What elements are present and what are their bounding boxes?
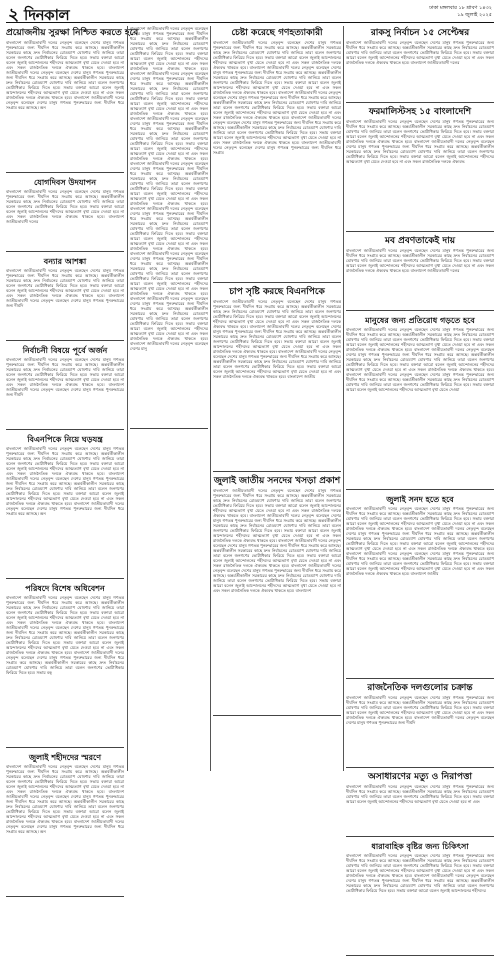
article-rule — [346, 836, 494, 837]
article-body: বাংলাদেশ জাতীয়তাবাদী দলের নেতৃবৃন্দ বলেছেন দেশের মানুষ গণতন্ত্র পুনরুদ্ধারের জন্য দীর্ঘদিন ধরে সংগ্রাম করে আসছে। অন্তর্বর্তীকালীন সরকারের কাছে দ্রুত নির্বাচনের রোডম্যাপ ঘোষণার দাবি জানিয়ে তারা বলেন জনগণের ভোটাধিকার ফিরিয়ে দিতে হবে। সভায় বক্তারা আরো বলেন জুলাই আন্দোলনের শহীদদের আত্মত্যাগ বৃথা যেতে দেওয়া হবে না এবং সকল রাজনৈতিক দলকে ঐক্যবদ্ধ থাকতে হবে। বাংলাদেশ জাতীয়তাবাদী দলের নেতৃবৃন্দ বলেছেন দেশের মানুষ গণতন্ত্র পুনরুদ্ধারের জন্য দীর্ঘদিন ধরে সংগ্রাম করে আসছে। অন্তর্বর্তীকালীন সরকারের কাছে দ্রুত নির্বাচনের রোডম্যাপ ঘোষণার দাবি জানিয়ে তারা বলেন জনগণের ভোটাধিকার ফিরিয়ে দিতে হবে। সভায় বক্তারা আরো বলেন জুলাই আন্দোলনের শহীদদের আত্মত্যাগ বৃথা যেতে দেওয়া হবে না এবং সকল রাজনৈতিক দলকে ঐক্যবদ্ধ থাকতে হবে। বাংলাদেশ জাতীয়তাবাদী দলের নেতৃবৃন্দ বলেছেন দেশের মানুষ গণতন্ত্র পুনরুদ্ধারের জন্য দীর্ঘদিন ধরে সংগ্রাম করে আসছে। অন্তর্বর্তীকালীন সরকারের কাছে দ্রুত নির্বাচনের রোডম্যাপ ঘোষণার দাবি জানিয়ে তারা বলেন জনগণের ভোটাধিকার ফিরিয়ে দিতে হবে। সভায় বক্তারা আরো বলেন জুলাই আন্দোলনের শহীদদের আত্মত্যাগ বৃথা যেতে দেওয়া হবে না এবং সকল রাজনৈতিক দলকে ঐক্যবদ্ধ থাকতে হবে। বাংলাদেশ জাতীয়তাবাদী দলের নেতৃবৃন্দ বলেছেন দেশের মানুষ গণতন্ত্র পুনরুদ্ধারের জন্য দীর্ঘদিন ধরে সংগ্রাম করে আসছে। অন্তর্বর্তীকালীন সরকারের কাছে দ্রুত নির্বাচনের রোডম্যাপ ঘোষণার দাবি জানিয়ে তারা বলেন জনগণের ভোটাধিকার ফিরিয়ে দিতে হবে। সভায় বক্তারা আরো বলেন জুলাই আন্দোলনের শহীদদের আত্মত্যাগ বৃথা যেতে দেওয়া হবে না এবং সকল রাজনৈতিক দলকে ঐক্যবদ্ধ থাকতে হবে। বাংলাদেশ — [213, 488, 341, 593]
article-body: বাংলাদেশ জাতীয়তাবাদী দলের নেতৃবৃন্দ বলেছেন দেশের মানুষ গণতন্ত্র পুনরুদ্ধারের জন্য দীর্ঘদিন ধরে সংগ্রাম করে আসছে। অন্তর্বর্তীকালীন সরকারের কাছে দ্রুত নির্বাচনের রোডম্যাপ ঘোষণার দাবি জানিয়ে তারা বলেন জনগণের ভোটাধিকার ফিরিয়ে দিতে হবে। সভায় বক্তারা আরো বলেন জুলাই আন্দোলনের শহীদদের আত্মত্যাগ বৃথা যেতে দেওয়া হবে না এবং সকল রাজনৈতিক দলকে ঐক্যবদ্ধ থাকতে হবে। বাংলাদেশ জাতীয়তাবাদী দলের নেতৃবৃন্দ বলেছেন দেশের মানুষ গণতন্ত্র পুনরুদ্ধারের জন্য দীর্ঘদিন ধরে সংগ্রাম করে আসছে। অন্তর্বর্তীকালীন সরকারের কাছে দ্রুত নির্বাচনের রোডম্যাপ ঘোষণার দাবি জানিয়ে তারা বলেন জনগণের ভোটাধিকার ফিরিয়ে দিতে হবে। সভায় বক্তারা আরো বলেন জুলাই আন্দোলনের শহীদদের আত্মত্যাগ বৃথা যেতে দেওয়া হবে না এবং সকল রাজনৈতিক দলকে ঐক্যবদ্ধ থাকতে হবে। বাংলাদেশ জাতীয়তাবাদী দলের নেতৃবৃন্দ বলেছেন দেশের মানুষ গণতন্ত্র পুনরুদ্ধারের জন্য দীর্ঘদিন ধরে সংগ্রাম করে আসছে। অন্তর্বর্তীকালীন সরকারের কাছে দ্রুত নির্বাচনের রোডম্যাপ ঘোষণার দাবি জানিয়ে তারা বলেন জনগণের ভোটাধিকার ফিরিয়ে দিতে হবে। সভায় বক্তারা আরো বলেন জুলাই আন্দোলনের শহীদদের আত্মত্যাগ বৃথা যেতে দেওয়া হবে না এবং সকল রাজনৈতিক দলকে ঐক্যবদ্ধ থাকতে হবে। বাংলাদেশ জাতীয — [213, 299, 341, 379]
column-4 — [346, 26, 494, 893]
article-headline: বিএনপিকে নিয়ে ঘড়যন্ত্র — [27, 435, 103, 444]
article-headline: অসাধারণের মত্যু ও নিরাপত্তা — [367, 772, 472, 782]
date-line-1: ঢাকা মঙ্গলবার ১৮ শ্রাবণ ১৪৩২ — [429, 5, 492, 11]
article-body: বাংলাদেশ জাতীয়তাবাদী দলের নেতৃবৃন্দ বলেছেন দেশের মানুষ গণতন্ত্র পুনরুদ্ধারের জন্য দীর্ঘদিন ধরে সংগ্রাম করে আসছে। অন্তর্বর্তীকালীন সরকারের কাছে দ্রুত নির্বাচনের রোডম্যাপ ঘোষণার দাবি জানিয়ে তারা বলেন জনগণের ভোটাধিকার ফিরিয়ে দিতে হবে। সভায় বক্তারা আরো বলেন জুলাই আন্দোলনের শহীদদের আত্মত্যাগ বৃথা যেতে দেওয়া হবে না এবং সকল রাজনৈতিক দলকে ঐক্যবদ্ধ থাকতে হবে। বাংলাদেশ জাতীয়তাবাদী দলের নেতৃবৃন্দ বলেছেন দেশের মানুষ গণতন্ত্র পুনরুদ্ধারের জন্য দীর্ঘদিন ধরে সংগ্রাম করে আসছে। অন্তর্বর্তীকালীন সরকারের কাছে দ্রুত নির্বাচনের রোডম্যাপ ঘোষণার দাবি জানিয়ে তারা বলেন জনগণের ভোটাধিকার ফিরিয়ে দিতে হবে। সভায় বক্তারা আরো বলেন জুলাই আন্দোলনের শহীদদের আত্মত্যাগ বৃথা যেতে দেওয়া হবে না এবং সকল রাজনৈতিক দলকে ঐক্যবদ্ধ থাকতে হবে। বাংলাদেশ জাতীয়তাবাদী দলের নেতৃবৃন্দ বলেছেন দেশের মানুষ গণতন্ত্র পুনরুদ্ধারের জন্য দীর্ঘদিন ধরে সংগ্রাম করে আসছে। অন্তর্বর্তীকালীন সরকারের কাছে দ্রুত নির্বাচনের রোডম্যাপ ঘোষণার দাবি জানিয়ে তারা বলেন জনগণের ভোটাধিকার ফিরিয়ে দিতে হবে। সভায় বক্তারা আরো বলেন জুলাই আন্দোলনের শহীদদের আত্মত্যাগ বৃথা যেতে দেওয়া — [346, 327, 494, 392]
article-headline: মানুষের জন্য প্রতিরোধ গড়তে হবে — [365, 316, 475, 325]
article-body: বাংলাদেশ জাতীয়তাবাদী দলের নেতৃবৃন্দ বলেছেন দেশের মানুষ গণতন্ত্র পুনরুদ্ধারের জন্য দীর্ঘদিন ধরে সংগ্রাম করে আসছে। অন্তর্বর্তীকালীন সরকারের কাছে দ্রুত নির্বাচনের রোডম্যাপ ঘোষণার দাবি জানিয়ে তারা বলেন জনগণের ভোটাধিকার ফিরিয়ে দিতে হবে। সভায় বক্তারা আরো বলেন জুলাই আন্দোলনের শহীদদের আত্মত্যাগ বৃথা যেতে দেওয়া হবে না এবং সকল রাজনৈতিক দলকে ঐক্যবদ্ধ থাকতে হবে। বাংলাদেশ জাতীয়তাবাদী দলের নেতৃবৃন্দ বলেছেন দেশের মানুষ গণতন্ত্র পুনরুদ্ধারের জন্য দীর্ঘদি — [6, 357, 124, 397]
article-body: বাংলাদেশ জাতীয়তাবাদী দলের নেতৃবৃন্দ বলেছেন দেশের মানুষ গণতন্ত্র পুনরুদ্ধারের জন্য দীর্ঘদিন ধরে সংগ্রাম করে আসছে। অন্তর্বর্তীকালীন সরকারের কাছে দ্রুত নির্বাচনের রোডম্যাপ ঘোষণার দাবি জানিয়ে তারা বলেন জনগণের ভোটাধিকার ফিরিয়ে দিতে হবে। সভায় বক্তারা আরো বলেন জুলাই আন্দোলনের শহীদদের আত্মত্যাগ বৃথা যেতে দেওয়া হবে না এবং সকল রাজনৈতিক দলকে ঐক্যবদ্ধ থাকতে হবে। বাংলাদেশ জাতীয়তাবাদী দলের — [346, 40, 494, 65]
article-rule — [6, 340, 124, 341]
newspaper-page — [6, 4, 494, 893]
article-headline: চাপ সৃষ্টি করছে বিএনপিকে — [229, 287, 325, 297]
article — [6, 583, 124, 748]
article-rule — [346, 489, 494, 490]
article — [346, 772, 494, 837]
article-headline: ধারাবাহিক বৃষ্টির জন্য চিকিৎসা — [371, 842, 469, 851]
article-body: বাংলাদেশ জাতীয়তাবাদী দলের নেতৃবৃন্দ বলেছেন দেশের মানুষ গণতন্ত্র পুনরুদ্ধারের জন্য দীর্ঘদিন ধরে সংগ্রাম করে আসছে। অন্তর্বর্তীকালীন সরকারের কাছে দ্রুত নির্বাচনের রোডম্যাপ ঘোষণার দাবি জানিয়ে তারা বলেন জনগণের ভোটাধিকার ফিরিয়ে দিতে হবে। সভায় বক্তারা আরো বলেন জুলাই আন্দোলনের শহীদদের আত্মত্যাগ বৃথা যেতে দেওয়া হবে না এবং সকল রাজনৈতিক দলকে ঐক্যবদ্ধ থাকতে হবে। বাংলাদেশ জাতীয়তাবাদী দলের — [346, 248, 494, 273]
article-body: বাংলাদেশ জাতীয়তাবাদী দলের নেতৃবৃন্দ বলেছেন দেশের মানুষ গণতন্ত্র পুনরুদ্ধারের জন্য দীর্ঘদিন ধরে সংগ্রাম করে আসছে। অন্তর্বর্তীকালীন সরকারের কাছে দ্রুত নির্বাচনের রোডম্যাপ ঘোষণার দাবি জানিয়ে তারা বলেন জনগণের ভোটাধিকার ফিরিয়ে দিতে হবে। সভায় বক্তারা আরো বলেন জুলাই আন্দোলনের শহীদদের আত্মত্যাগ বৃথা যেতে দেওয়া হবে না এবং সকল রাজনৈতিক দলকে ঐক্যবদ্ধ থাকতে হবে। বাংলাদেশ জাতীয়তাবাদী দলের নেতৃবৃন্দ বলেছেন দেশের মানুষ গণতন্ত্র পুনরুদ্ধারের জন্য দীর্ঘদিন ধরে সংগ্রাম করে আসছে। অন্তর্বর্তীকালীন সরকারের কাছে দ্রুত নির্বাচনের রোডম্যাপ ঘোষণার দাবি জানিয়ে তারা বলেন জনগণের ভোটাধিকার ফিরিয়ে দিতে হবে। সভায় বক্তারা আরো বলেন জুলাই আন্দোলনের শহীদদের — [346, 853, 494, 893]
article-body: বাংলাদেশ জাতীয়তাবাদী দলের নেতৃবৃন্দ বলেছেন দেশের মানুষ গণতন্ত্র পুনরুদ্ধারের জন্য দীর্ঘদিন ধরে সংগ্রাম করে আসছে। অন্তর্বর্তীকালীন সরকারের কাছে দ্রুত নির্বাচনের রোডম্যাপ ঘোষণার দাবি জানিয়ে তারা বলেন জনগণের ভোটাধিকার ফিরিয়ে দিতে হবে। সভায় বক্তারা আরো বলেন জুলাই আন্দোলনের শহীদদের আত্মত্যাগ বৃথা যেতে দেওয়া হবে না এবং সকল রাজনৈতিক দলকে ঐক্যবদ্ধ থাকতে হবে। বাংলাদেশ জাতীয়তাবাদী দলের নেতৃবৃন্দ বলেছেন দেশের মানুষ গণতন্ত্র পুনরুদ্ধারের জন্য দীর্ঘদিন ধরে সংগ্রাম করে আসছে। অন্তর্বর্তীকালীন সরকারের কাছে দ্রুত নির্বাচনের রোডম্যাপ ঘোষণার দাবি জানিয়ে তারা বলেন জনগণের ভোটাধিকার ফিরিয়ে দিতে হবে। সভায় বক্তারা আরো বলেন জুলাই আন্দোলনের শহীদদের আত্মত্যাগ বৃথা যেতে দেওয়া হবে না এবং সকল রাজনৈতিক দলকে ঐক্যবদ্ধ থাকতে হবে। বাংলাদেশ জাতীয়তাবাদী দলের নেতৃবৃন্দ বলেছেন দেশের মানুষ গণতন্ত্র পুনরুদ্ধারের জন্য দীর্ঘদিন ধরে সংগ্রাম করে আসছে। অন্তর্বর্তীকালীন সরকারের কাছে দ্রুত নির্বাচনের রোডম্যাপ ঘোষণার দাবি জানিয়ে তারা বলেন জনগণের ভোটাধিকার ফিরিয়ে দিতে হবে। সভায় বক্ — [6, 595, 124, 675]
column-2 — [130, 26, 208, 771]
article — [346, 107, 494, 232]
article-headline: বন্যার আশঙ্কা — [43, 257, 87, 266]
article-rule — [346, 102, 494, 103]
article-rule — [346, 231, 494, 232]
article — [346, 315, 494, 490]
article — [346, 683, 494, 768]
article — [346, 28, 494, 103]
column-divider — [127, 26, 128, 771]
article-body: বাংলাদেশ জাতীয়তাবাদী দলের নেতৃবৃন্দ বলেছেন দেশের মানুষ গণতন্ত্র পুনরুদ্ধারের জন্য দীর্ঘদিন ধরে সংগ্রাম করে আসছে। অন্তর্বর্তীকালীন সরকারের কাছে দ্রুত নির্বাচনের রোডম্যাপ ঘোষণার দাবি জানিয়ে তারা বলেন জনগণের ভোটাধিকার ফিরিয়ে দিতে হবে। সভায় বক্তারা আরো বলেন জুলাই আন্দোলনের শহীদদের আত্মত্যাগ বৃথা যেতে দেওয়া হবে না এবং সকল রাজনৈতিক দলকে ঐক্যবদ্ধ থাকতে হবে। বাংলাদেশ জাতীয়তাবাদী দলের নেতৃবৃন্দ বলেছেন দেশের মানুষ গণতন্ত্র পুনরুদ্ধারের জন্য দীর্ঘদিন ধরে সংগ্রাম করে আসছে। অন্তর্বর্তীকালীন সরকারের কাছে দ্রুত নির্বাচনের রোডম্যাপ ঘোষণার দাবি জানিয়ে তারা বলেন জনগণের ভোটাধিকার ফিরিয়ে দিতে হবে। সভায় বক্তারা আরো বলেন জুলাই আন্দোলনের শহীদদের আত্মত্যাগ বৃথা যেতে দেওয়া হবে না এবং সকল রাজনৈতিক দলকে ঐক্যবদ্ধ থাকতে হবে। বাংলাদেশ জাতীয়তাবাদী দলের নেতৃবৃন্দ বলেছেন দেশের মানুষ গণতন্ত্র পুনরুদ্ধারের জন্য দীর্ঘদিন ধরে সংগ্রাম করে আসছে। অন — [6, 40, 124, 110]
article-headline: প্রয়োজনীয় সুরক্ষা নিশ্চিত করতে হবে — [6, 28, 139, 38]
newspaper-logo: দিনকাল — [24, 6, 70, 24]
article-headline: যোগদিবস উদযাপন — [34, 178, 96, 187]
column-divider — [343, 26, 344, 771]
article-body: বাংলাদেশ জাতীয়তাবাদী দলের নেতৃবৃন্দ বলেছেন দেশের মানুষ গণতন্ত্র পুনরুদ্ধারের জন্য দীর্ঘদিন ধরে সংগ্রাম করে আসছে। অন্তর্বর্তীকালীন সরকারের কাছে দ্রুত নির্বাচনের রোডম্যাপ ঘোষণার দাবি জানিয়ে তারা বলেন জনগণের ভোটাধিকার ফিরিয়ে দিতে হবে। সভায় বক্তারা আরো বলেন জুলাই আন্দোলনের শহীদদের আত্মত্যাগ বৃথা যেতে দেওয়া হবে না এবং সকল রাজনৈতিক দলকে ঐক্যবদ্ধ থাকতে হবে। বাংলাদেশ জাতীয়তাবাদী দলের নেতৃবৃন্দ বলেছেন দেশের মানুষ গণতন্ত্র পুনরুদ্ধারের জন্য দীর্ঘদিন ধরে সংগ্রাম করে আসছে। অন্তর্বর্তীকালীন সরকারের কাছে দ্রুত নির্বাচনের রোডম্যাপ ঘোষণার দাবি জানিয়ে তারা বলেন জনগণের ভোটাধিকার ফিরিয়ে দিতে হবে। সভায় বক্তারা আরো বলেন জুলাই আন্দোলনের শহীদদের আত্মত্যাগ বৃথা যেতে দেওয়া হবে না এবং সকল রাজনৈতিক দলকে ঐক্যবদ্ধ থাকতে হবে। বাংলাদেশ জাতীয়তাবাদী দলের নেতৃবৃন্দ বলেছেন দেশের মানুষ গণতন্ত্র পুনরুদ্ধারের জন্য দীর্ঘদিন ধরে সংগ্রাম করে আসছে। অন — [6, 764, 124, 834]
article-headline: জুলাই শহীদদের স্মরণে — [28, 753, 102, 762]
article-body: বাংলাদেশ জাতীয়তাবাদী দলের নেতৃবৃন্দ বলেছেন দেশের মানুষ গণতন্ত্র পুনরুদ্ধারের জন্য দীর্ঘদিন ধরে সংগ্রাম করে আসছে। অন্তর্বর্তীকালীন সরকারের কাছে দ্রুত নির্বাচনের রোডম্যাপ ঘোষণার দাবি জানিয়ে তারা বলেন জনগণের ভোটাধিকার ফিরিয়ে দিতে হবে। সভায় বক্তারা আরো বলেন জুলাই আন্দোলনের শহীদদের আত্মত্যাগ বৃথা যেতে দেওয়া হবে না এবং সকল রাজনৈতিক দলকে ঐক্যবদ্ধ থাকতে হবে। বাংলাদেশ জাতীয়তাবাদী দলের নেতৃবৃন্দ বলেছেন দেশের মানুষ গণতন্ত্র পুনরুদ্ধারের জন্য দীর্ঘদিন ধরে সংগ্রাম করে আসছে। অন্তর্বর্তীকালীন সরকারের কাছে দ্রুত নির্বাচনের রোডম্যাপ ঘোষণার দাবি জানিয়ে তারা বলেন জনগণের ভোটাধিকার ফিরিয়ে দিতে হবে। সভায় বক্তারা আরো বলেন জুলাই আন্দোলনের শহীদদের আত্মত্যাগ বৃথা যেতে দেওয়া হবে না এবং সকল রাজনৈতিক দলকে ঐক্যবদ্ধ থাকতে হবে। বাংলাদেশ জাতীয়তাবাদী দলের নেতৃবৃন্দ বলেছেন দেশের মানুষ গণতন্ত্র পুনরুদ্ধারের জন্য দীর্ঘদিন ধরে সংগ্রাম করে আসছে। অন্তর্বর্তীকালীন সরকারের কাছে দ্রুত নির্বাচনের রোডম্যাপ ঘোষণার দাবি জানিয়ে তারা বলেন জনগণের ভোটাধিকার ফিরিয়ে দিতে হবে। সভায় বক্তারা আরো বলেন জুলাই আন্দোলনের শহীদদের আত্মত্যাগ বৃথা যেতে দেওয়া হবে না এবং সকল রাজনৈতিক দলকে ঐক্যবদ্ধ থাকতে হবে। বাংলাদেশ জাতীয়তাবাদী দলের নেতৃবৃন্দ বলেছেন দেশের মানুষ গণতন্ত্র পুনরুদ্ধারের জন্য দীর্ঘদিন ধরে সংগ্রাম করে আসছে। অন্তর্বর্তীকালীন সরকারের কাছে দ্রুত নির্বাচনের রোডম্যাপ ঘোষণার দাবি জানিয়ে তারা বলেন জনগণের ভোটাধিকার ফিরিয়ে দিতে হবে। সভায় বক্তারা আরো বলেন জুলাই আন্দোলনের শহীদদের আত্মত্যাগ বৃথা যেতে দেওয়া হবে না এবং সকল রাজনৈতিক দলকে ঐক্যবদ্ধ থাকতে হবে। বাংলাদেশ জাতীয়তাবাদী দলের নেতৃবৃন্দ বলেছেন দেশের মানুষ গণতন্ত্র পুনরুদ্ধারের জন্য দীর্ঘদিন ধরে সংগ্রাম — [213, 40, 341, 155]
page-number: ২ — [8, 5, 20, 25]
article — [6, 434, 124, 579]
date-line-2: ১৯ জুলাই ২০২৫ — [457, 12, 492, 18]
article-body: বাংলাদেশ জাতীয়তাবাদী দলের নেতৃবৃন্দ বলেছেন দেশের মানুষ গণতন্ত্র পুনরুদ্ধারের জন্য দীর্ঘদিন ধরে সংগ্রাম করে আসছে। অন্তর্বর্তীকালীন সরকারের কাছে দ্রুত নির্বাচনের রোডম্যাপ ঘোষণার দাবি জানিয়ে তারা বলেন জনগণের ভোটাধিকার ফিরিয়ে দিতে হবে। সভায় বক্তারা আরো বলেন জুলাই আন্দোলনের শহীদদের আত্মত্যাগ বৃথা যেতে দেওয়া হবে না এবং সকল রাজনৈতিক দলকে ঐক্যবদ্ধ থাকতে হবে। বাংলাদেশ জাতীয়তাবাদী দলের — [6, 189, 124, 224]
article-body: বাংলাদেশ জাতীয়তাবাদী দলের নেতৃবৃন্দ বলেছেন দেশের মানুষ গণতন্ত্র পুনরুদ্ধারের জন্য দীর্ঘদিন ধরে সংগ্রাম করে আসছে। অন্তর্বর্তীকালীন সরকারের কাছে দ্রুত নির্বাচনের রোডম্যাপ ঘোষণার দাবি জানিয়ে তারা বলেন জনগণের ভোটাধিকার ফিরিয়ে দিতে হবে। সভায় বক্তারা আরো বলেন জুলাই আন্দোলনের শহীদদের আত্মত্যাগ বৃথা যেতে দেওয়া হবে না এবং সকল রাজনৈতিক দলকে ঐক্যবদ্ধ থাকতে হবে। বাংলাদেশ জাতীয়তাবাদী দলের নেতৃবৃন্দ বলেছেন দেশের মানুষ গণতন্ত্র পুনরুদ্ধারের জন্য দীর্ঘদি — [6, 268, 124, 308]
article-rule — [130, 428, 208, 429]
article-headline: জুলাই সনদ হতে হবে — [386, 495, 454, 504]
article-headline: রাজনৈতিক দলগুলোর চক্রান্ত — [367, 683, 473, 693]
article — [346, 236, 494, 311]
article-rule — [346, 678, 494, 679]
article-rule — [6, 747, 124, 748]
article-headline: রাকসু নির্বাচন ১৫ সেপ্টেম্বর — [370, 28, 470, 38]
article — [346, 494, 494, 679]
article — [346, 841, 494, 956]
article — [130, 26, 208, 429]
article — [6, 752, 124, 897]
date-block — [429, 5, 492, 19]
article-rule — [213, 471, 341, 472]
article-headline: নির্বাচনী বিষয়ে পূর্বে অর্জন — [22, 346, 108, 355]
article — [213, 28, 341, 283]
article — [6, 177, 124, 252]
article-rule — [6, 251, 124, 252]
article-rule — [6, 896, 124, 897]
article-body: বাংলাদেশ জাতীয়তাবাদী দলের নেতৃবৃন্দ বলেছেন দেশের মানুষ গণতন্ত্র পুনরুদ্ধারের জন্য দীর্ঘদিন ধরে সংগ্রাম করে আসছে। অন্তর্বর্তীকালীন সরকারের কাছে দ্রুত নির্বাচনের রোডম্যাপ ঘোষণার দাবি জানিয়ে তারা বলেন জনগণের ভোটাধিকার ফিরিয়ে দিতে হবে। সভায় বক্তারা আরো বলেন জুলাই আন্দোলনের শহীদদের আত্মত্যাগ বৃথা যেতে দেওয়া হবে না এবং — [346, 784, 494, 804]
article-headline: জুলাই জাতীয় সনদের খসড়া প্রকাশ — [213, 476, 341, 486]
article — [213, 287, 341, 472]
article-rule — [6, 578, 124, 579]
article-headline: ফরমালিস্টসহ ১৫ বাংলাদেশি — [368, 107, 472, 117]
article-body: বাংলাদেশ জাতীয়তাবাদী দলের নেতৃবৃন্দ বলেছেন দেশের মানুষ গণতন্ত্র পুনরুদ্ধারের জন্য দীর্ঘদিন ধরে সংগ্রাম করে আসছে। অন্তর্বর্তীকালীন সরকারের কাছে দ্রুত নির্বাচনের রোডম্যাপ ঘোষণার দাবি জানিয়ে তারা বলেন জনগণের ভোটাধিকার ফিরিয়ে দিতে হবে। সভায় বক্তারা আরো বলেন জুলাই আন্দোলনের শহীদদের আত্মত্যাগ বৃথা যেতে দেওয়া হবে না এবং সকল রাজনৈতিক দলকে ঐক্যবদ্ধ থাকতে হবে। বাংলাদেশ জাতীয়তাবাদী দলের নেতৃবৃন্দ বলেছেন দেশের মানুষ গণতন্ত্র পুনরুদ্ধারের জন্য দীর্ঘদিন ধরে সংগ্রাম করে আসছে। অন্তর্বর্তীকালীন সরকারের কাছে দ্রুত নির্বাচনের রোডম্যাপ ঘোষণার দাবি জানিয়ে তারা বলেন জনগণের ভোটাধিকার ফিরিয়ে দিতে হবে। সভায় বক্তারা আরো বলেন জুলাই আন্দোলনের শহীদদের আত্মত্যাগ বৃথা যেতে দেওয়া হবে না এবং সকল রাজনৈতিক দলকে ঐক্যবদ্ধ থাকতে হবে। বাংলাদেশ জাতীয়তাবাদী দলের নেতৃবৃন্দ বলেছেন দেশের মানুষ গণতন্ত্র পুনরুদ্ধারের জন্য দীর্ঘদিন ধরে সংগ্রাম করে আসছে। অন — [6, 446, 124, 516]
article — [6, 345, 124, 430]
article-body: বাংলাদেশ জাতীয়তাবাদী দলের নেতৃবৃন্দ বলেছেন দেশের মানুষ গণতন্ত্র পুনরুদ্ধারের জন্য দীর্ঘদিন ধরে সংগ্রাম করে আসছে। অন্তর্বর্তীকালীন সরকারের কাছে দ্রুত নির্বাচনের রোডম্যাপ ঘোষণার দাবি জানিয়ে তারা বলেন জনগণের ভোটাধিকার ফিরিয়ে দিতে হবে। সভায় বক্তারা আরো বলেন জুলাই আন্দোলনের শহীদদের আত্মত্যাগ বৃথা যেতে দেওয়া হবে না এবং সকল রাজনৈতিক দলকে ঐক্যবদ্ধ থাকতে হবে। বাংলাদেশ জাতীয়তাবাদী দলের নেতৃবৃন্দ বলেছেন দেশের মানুষ গণতন্ত্র পুনরুদ্ধারের জন্য দীর্ঘদিন ধরে সংগ্রাম করে আসছে। অন্তর্বর্তীকালীন সরকারের কাছে দ্রুত নির্বাচনের রোডম্যাপ ঘোষণার দাবি জানিয়ে তারা বলেন জনগণের ভোটাধিকার ফিরিয়ে দিতে হবে। সভায় বক্তারা আরো বলেন জুলাই আন্দোলনের শহীদদের আত্মত্যাগ বৃথা যেতে দেওয়া হবে না এবং সকল রাজনৈতিক দলকে ঐক্যবদ্ধ থাকতে হবে। বাংলাদেশ জাতীয়তাবাদী দলের নেতৃবৃন্দ বলেছেন দেশের মানুষ গণতন্ত্র পুনরুদ্ধারের জন্য দীর্ঘদিন ধরে সংগ্রাম করে আসছে। অন্তর্বর্তীকালীন সরকারের কাছে দ্রুত নির্বাচনের রোডম্যাপ ঘোষণার দাবি জানিয়ে তারা বলেন জনগণের ভোটাধিকার ফিরিয়ে দিতে হবে। সভায় বক্তারা আরো বলেন জুলাই আন্দোলনের শহীদদের আত্মত্যাগ বৃথা যেতে দেওয়া হবে না এবং সকল রাজনৈতিক দলকে ঐক্যবদ্ধ থাকতে হবে। বাংলাদেশ জাতীয — [346, 506, 494, 576]
article — [6, 256, 124, 341]
article-body: বাংলাদেশ জাতীয়তাবাদী দলের নেতৃবৃন্দ বলেছেন দেশের মানুষ গণতন্ত্র পুনরুদ্ধারের জন্য দীর্ঘদিন ধরে সংগ্রাম করে আসছে। অন্তর্বর্তীকালীন সরকারের কাছে দ্রুত নির্বাচনের রোডম্যাপ ঘোষণার দাবি জানিয়ে তারা বলেন জনগণের ভোটাধিকার ফিরিয়ে দিতে হবে। সভায় বক্তারা আরো বলেন জুলাই আন্দোলনের শহীদদের আত্মত্যাগ বৃথা যেতে দেওয়া হবে না এবং সকল রাজনৈতিক দলকে ঐক্যবদ্ধ থাকতে হবে। বাংলাদেশ জাতীয়তাবাদী দলের নেতৃবৃন্দ বলেছেন দেশের মানুষ গণতন্ত্র পুনরুদ্ধারের জন্য দীর্ঘদি — [346, 695, 494, 725]
article-rule — [213, 715, 341, 716]
article-rule — [213, 282, 341, 283]
column-1 — [6, 26, 139, 834]
article-rule — [6, 429, 124, 430]
article-body: বাংলাদেশ জাতীয়তাবাদী দলের নেতৃবৃন্দ বলেছেন দেশের মানুষ গণতন্ত্র পুনরুদ্ধারের জন্য দীর্ঘদিন ধরে সংগ্রাম করে আসছে। অন্তর্বর্তীকালীন সরকারের কাছে দ্রুত নির্বাচনের রোডম্যাপ ঘোষণার দাবি জানিয়ে তারা বলেন জনগণের ভোটাধিকার ফিরিয়ে দিতে হবে। সভায় বক্তারা আরো বলেন জুলাই আন্দোলনের শহীদদের আত্মত্যাগ বৃথা যেতে দেওয়া হবে না এবং সকল রাজনৈতিক দলকে ঐক্যবদ্ধ থাকতে হবে। বাংলাদেশ জাতীয়তাবাদী দলের নেতৃবৃন্দ বলেছেন দেশের মানুষ গণতন্ত্র পুনরুদ্ধারের জন্য দীর্ঘদিন ধরে সংগ্রাম করে আসছে। অন্তর্বর্তীকালীন সরকারের কাছে দ্রুত নির্বাচনের রোডম্যাপ ঘোষণার দাবি জানিয়ে তারা বলেন জনগণের ভোটাধিকার ফিরিয়ে দিতে হবে। সভায় বক্তারা আরো বলেন জুলাই আন্দোলনের শহীদদের আত্মত্যাগ বৃথা যেতে দেওয়া হবে না এবং সকল রাজনৈতিক দলকে ঐক্যবদ্ধ থাকতে হবে। বাংলাদেশ জাতীয়তাবাদী দলের নেতৃবৃন্দ বলেছেন দেশের মানুষ গণতন্ত্র পুনরুদ্ধারের জন্য দীর্ঘদিন ধরে সংগ্রাম করে আসছে। অন্তর্বর্তীকালীন সরকারের কাছে দ্রুত নির্বাচনের রোডম্যাপ ঘোষণার দাবি জানিয়ে তারা বলেন জনগণের ভোটাধিকার ফিরিয়ে দিতে হবে। সভায় বক্তারা আরো বলেন জুলাই আন্দোলনের শহীদদের আত্মত্যাগ বৃথা যেতে দেওয়া হবে না এবং সকল রাজনৈতিক দলকে ঐক্যবদ্ধ থাকতে হবে। বাংলাদেশ জাতীয়তাবাদী দলের নেতৃবৃন্দ বলেছেন দেশের মানুষ গণতন্ত্র পুনরুদ্ধারের জন্য দীর্ঘদিন ধরে সংগ্রাম করে আসছে। অন্তর্বর্তীকালীন সরকারের কাছে দ্রুত নির্বাচনের রোডম্যাপ ঘোষণার দাবি জানিয়ে তারা বলেন জনগণের ভোটাধিকার ফিরিয়ে দিতে হবে। সভায় বক্তারা আরো বলেন জুলাই আন্দোলনের শহীদদের আত্মত্যাগ বৃথা যেতে দেওয়া হবে না এবং সকল রাজনৈতিক দলকে ঐক্যবদ্ধ থাকতে হবে। বাংলাদেশ জাতীয়তাবাদী দলের নেতৃবৃন্দ বলেছেন দেশের মানুষ গণতন্ত্র পুনরুদ্ধারের জন্য দীর্ঘদিন ধরে সংগ্রাম করে আসছে। অন্তর্বর্তীকালীন সরকারের কাছে দ্রুত নির্বাচনের রোডম্যাপ ঘোষণার দাবি জানিয়ে তারা বলেন জনগণের ভোটাধিকার ফিরিয়ে দিতে হবে। সভায় বক্তারা আরো বলেন জুলাই আন্দোলনের শহীদদের আত্মত্যাগ বৃথা যেতে দেওয়া হবে না এবং সকল রাজনৈতিক দলকে ঐক্যবদ্ধ থাকতে হবে। বাংলাদেশ জাতীয়তাবাদী দলের নেতৃবৃন্দ বলেছেন দেশের মানুষ গণতন্ত্র পুনরুদ্ধারের জন্য দীর্ঘদিন ধরে সংগ্রাম করে আসছে। অন্তর্বর্তীকালীন সরকারের কাছে দ্রুত নির্বাচনের রোডম্যাপ ঘোষণার দাবি জানিয়ে তারা বলেন জনগণের ভোটাধিকার ফিরিয়ে দিতে হবে। সভায় বক্তারা আরো বলেন জুলাই আন্দোলনের শহীদদের আত্মত্যাগ বৃথা যেতে দেওয়া হবে না এবং সকল রাজনৈতিক দলকে ঐক্যবদ্ধ থাকতে হবে। বাংলাদেশ জাতীয়তাবাদী দলের নেতৃবৃন্দ বলেছেন দেশের মানুষ গণতন্ত্র পুনরুদ্ধারের জন্য দীর্ঘদিন ধরে সংগ্রাম করে আসছে। অন্তর্বর্তীকালীন সরকারের কাছে দ্রুত নির্বাচনের রোডম্যাপ ঘোষণার দাবি জানিয়ে তারা বলেন জনগণের ভোটাধিকার ফিরিয়ে দিতে হবে। সভায় বক্তারা আরো বলেন জুলাই আন্দোলনের শহীদদের আত্মত্যাগ বৃথা যেতে দেওয়া হবে না এবং সকল রাজনৈতিক দলকে ঐক্যবদ্ধ থাকতে হবে। বাংলাদেশ জাতীয়তাবাদী দলের নেতৃবৃন্দ বলেছেন দেশের মানু — [130, 26, 208, 351]
article-headline: পরিষদে বিশেষ অধিবেশন — [25, 584, 105, 593]
column-divider — [210, 26, 211, 771]
article-body: বাংলাদেশ জাতীয়তাবাদী দলের নেতৃবৃন্দ বলেছেন দেশের মানুষ গণতন্ত্র পুনরুদ্ধারের জন্য দীর্ঘদিন ধরে সংগ্রাম করে আসছে। অন্তর্বর্তীকালীন সরকারের কাছে দ্রুত নির্বাচনের রোডম্যাপ ঘোষণার দাবি জানিয়ে তারা বলেন জনগণের ভোটাধিকার ফিরিয়ে দিতে হবে। সভায় বক্তারা আরো বলেন জুলাই আন্দোলনের শহীদদের আত্মত্যাগ বৃথা যেতে দেওয়া হবে না এবং সকল রাজনৈতিক দলকে ঐক্যবদ্ধ থাকতে হবে। বাংলাদেশ জাতীয়তাবাদী দলের নেতৃবৃন্দ বলেছেন দেশের মানুষ গণতন্ত্র পুনরুদ্ধারের জন্য দীর্ঘদিন ধরে সংগ্রাম করে আসছে। অন্তর্বর্তীকালীন সরকারের কাছে দ্রুত নির্বাচনের রোডম্যাপ ঘোষণার দাবি জানিয়ে তারা বলেন জনগণের ভোটাধিকার ফিরিয়ে দিতে হবে। সভায় বক্তারা আরো বলেন জুলাই আন্দোলনের শহীদদের আত্মত্যাগ বৃথা যেতে দেওয়া হবে না এবং সকল রাজনৈতিক দলকে ঐক্যবদ্ধ — [346, 119, 494, 164]
article — [6, 28, 139, 173]
article-rule — [6, 172, 124, 173]
article — [213, 476, 341, 716]
article-rule — [346, 310, 494, 311]
column-3 — [213, 26, 341, 771]
article-rule — [346, 767, 494, 768]
article-headline: মব প্রবণতাকেই দায় — [384, 236, 456, 246]
article-headline: চেষ্টা করেছে গণহত্যাকারী — [231, 28, 323, 38]
masthead — [6, 4, 494, 23]
